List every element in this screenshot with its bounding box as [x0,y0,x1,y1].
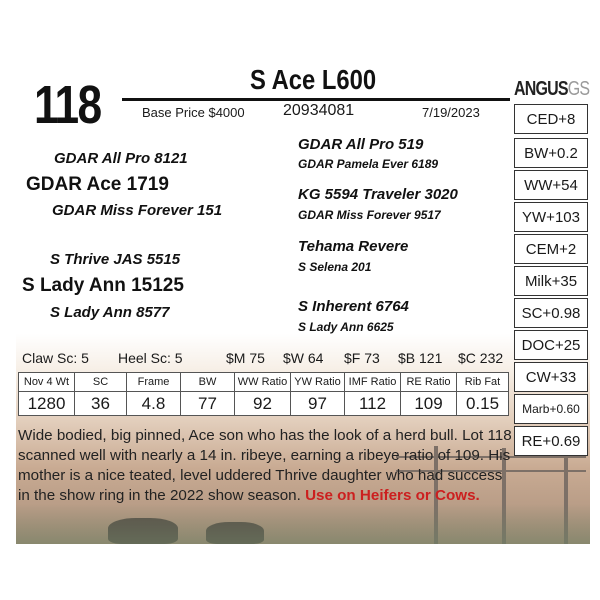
value-cell: 36 [75,392,127,416]
pedigree-sire: GDAR Ace 1719 [26,174,169,195]
epd-bw: BW+0.2 [514,138,588,168]
pedigree-sds: KG 5594 Traveler 3020 [298,186,458,203]
header-cell: SC [75,373,127,392]
pedigree-dss: Tehama Revere [298,238,409,255]
pedigree-dsd: S Selena 201 [298,260,372,274]
epd-yw: YW+103 [514,202,588,232]
epd-sc: SC+0.98 [514,298,588,328]
pedigree-dds: S Inherent 6764 [298,298,409,315]
header-cell: IMF Ratio [345,373,401,392]
index-w: $W 64 [283,350,324,366]
performance-value-row [19,392,509,416]
header-cell: BW [181,373,235,392]
animal-name: S Ace L600 [250,64,377,95]
pedigree-sdd: GDAR Miss Forever 9517 [298,208,441,222]
heel-score: Heel Sc: 5 [118,350,183,366]
epd-marb: Marb+0.60 [514,394,588,424]
pedigree-sire-dam: GDAR Miss Forever 151 [52,202,223,219]
title-rule [122,98,510,101]
pedigree-ssd: GDAR Pamela Ever 6189 [298,157,439,171]
base-price: Base Price $4000 [142,105,245,120]
value-cell: 4.8 [127,392,181,416]
pedigree-dam-dam: S Lady Ann 8577 [50,304,170,321]
header-cell: Frame [127,373,181,392]
description-text: Wide bodied, big pinned, Ace son who has the look of a herd bull. Lot 118 scanned well with nearly a 14 in. ribeye, earning a ribeye ratio of 109. His mother is a nice teated, level uddered Thrive daughter who had success in the show ring in the 2022 show season. [18,427,512,504]
value-cell: 112 [345,392,401,416]
pedigree-ddd: S Lady Ann 6625 [298,320,394,334]
header-cell: RE Ratio [401,373,457,392]
value-cell: 97 [291,392,345,416]
epd-milk: Milk+35 [514,266,588,296]
header-cell: Nov 4 Wt [19,373,75,392]
angus-logo: ANGUSGS [514,78,590,100]
epd-re: RE+0.69 [514,426,588,456]
index-f: $F 73 [344,350,380,366]
header-cell: Rib Fat [457,373,509,392]
epd-doc: DOC+25 [514,330,588,360]
pedigree-sss: GDAR All Pro 519 [298,136,424,153]
lot-description [18,426,516,506]
epd-ww: WW+54 [514,170,588,200]
lot-number: 118 [34,75,101,135]
epd-cw: CW+33 [514,362,588,392]
header-cell: YW Ratio [291,373,345,392]
header-cell: WW Ratio [235,373,291,392]
value-cell: 77 [181,392,235,416]
index-b: $B 121 [398,350,443,366]
pedigree-sire-sire: GDAR All Pro 8121 [54,150,188,167]
sale-date: 7/19/2023 [422,105,480,120]
index-m: $M 75 [226,350,265,366]
pedigree-dam: S Lady Ann 15125 [22,275,184,296]
index-c: $C 232 [458,350,504,366]
value-cell: 92 [235,392,291,416]
value-cell: 1280 [19,392,75,416]
performance-header-row [19,373,509,392]
value-cell: 109 [401,392,457,416]
performance-table [18,372,509,416]
pasture [16,504,590,544]
pedigree-dam-sire: S Thrive JAS 5515 [50,251,181,268]
epd-cem: CEM+2 [514,234,588,264]
claw-score: Claw Sc: 5 [22,350,89,366]
registration-number: 20934081 [283,102,355,119]
usage-note: Use on Heifers or Cows. [305,487,480,504]
value-cell: 0.15 [457,392,509,416]
epd-ced: CED+8 [514,104,588,134]
